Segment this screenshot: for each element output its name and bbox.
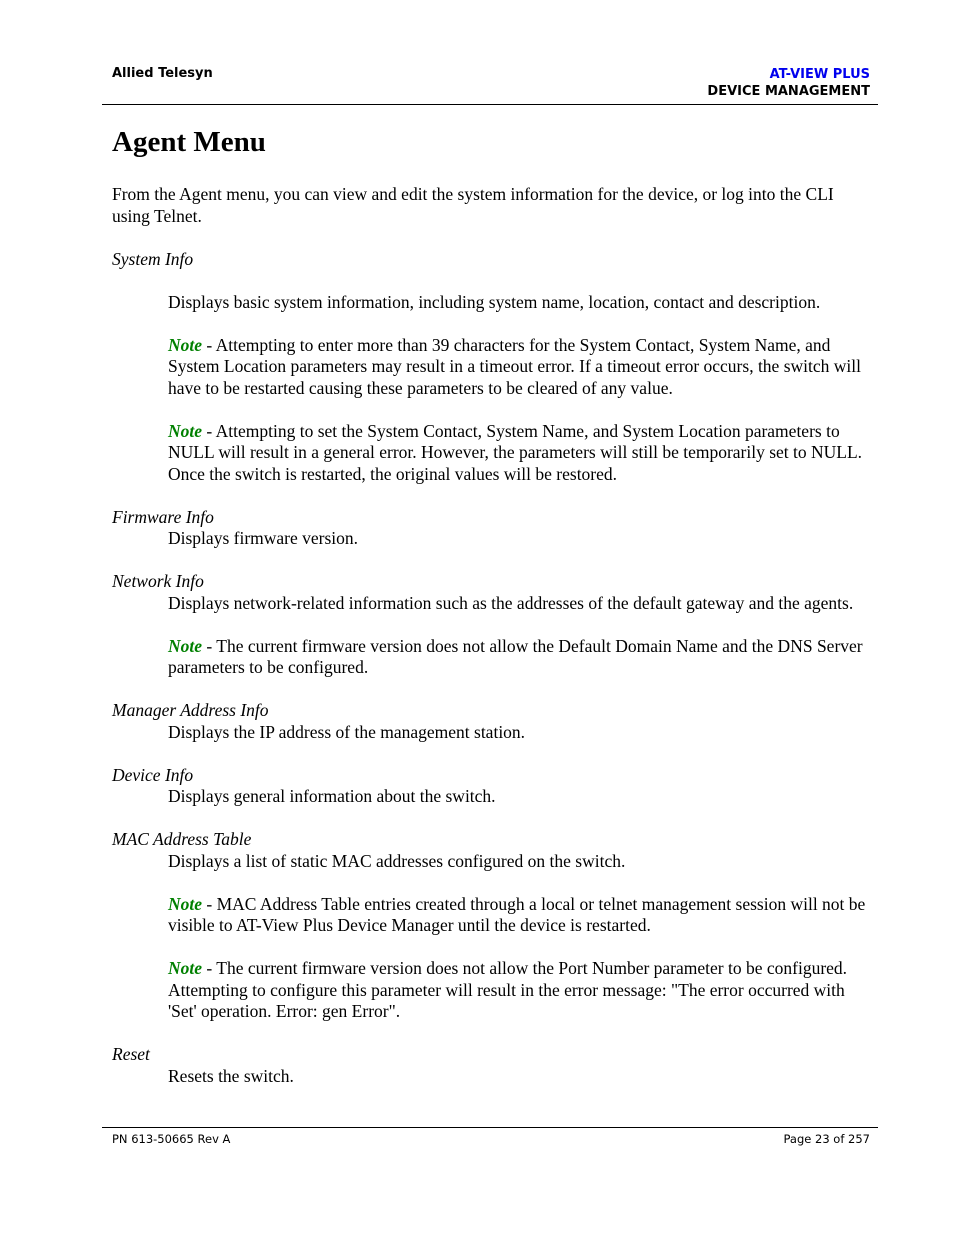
running-header xyxy=(707,66,870,100)
page-number: Page 23 of 257 xyxy=(783,1132,870,1146)
network-info-note-1 xyxy=(168,636,872,679)
system-info-text: Displays basic system information, including system name, location, contact and description. xyxy=(168,291,821,312)
mac-address-table-note-2 xyxy=(168,958,872,1023)
note-text: - Attempting to enter more than 39 characters for the System Contact, System Name, and System Location parameters may result in a timeout error. If a timeout error occurs, the switch will have to be restarted causing these parameters to be cleared of any value. xyxy=(168,334,861,398)
note-text: - The current firmware version does not allow the Port Number parameter to be configured. Attempting to configure this parameter will result in the error message: "The error occurred with 'Set' operation. Error: gen Error". xyxy=(168,958,848,1021)
reset-text: Resets the switch. xyxy=(168,1065,294,1086)
footer-rule xyxy=(102,1127,878,1128)
note-label: Note xyxy=(168,635,203,656)
network-info-text: Displays network-related information such as the addresses of the default gateway and the agents. xyxy=(168,592,854,613)
network-info-heading: Network Info xyxy=(112,571,204,591)
device-info-text: Displays general information about the switch. xyxy=(168,786,496,806)
note-label: Note xyxy=(168,958,203,978)
section-name: DEVICE MANAGEMENT xyxy=(707,84,870,99)
system-info-note-2 xyxy=(168,421,872,486)
note-label: Note xyxy=(168,420,203,441)
header-rule xyxy=(102,104,878,105)
note-text: - MAC Address Table entries created through a local or telnet management session will not be visible to AT-View Plus Device Manager until the device is restarted. xyxy=(168,893,866,935)
firmware-info-text: Displays firmware version. xyxy=(168,528,359,548)
note-text: - Attempting to set the System Contact, System Name, and System Location parameters to NULL will result in a general error. However, the parameters will still be temporarily set to NULL. Once the switch is restarted, the original values will be restored. xyxy=(168,420,863,484)
mac-address-table-note-1 xyxy=(168,894,872,937)
page-title: Agent Menu xyxy=(112,126,266,158)
mac-address-table-heading: MAC Address Table xyxy=(112,829,252,849)
mac-address-table-text: Displays a list of static MAC addresses configured on the switch. xyxy=(168,850,626,871)
system-info-note-1 xyxy=(168,335,872,400)
reset-heading: Reset xyxy=(112,1044,150,1064)
manager-address-info-text: Displays the IP address of the management station. xyxy=(168,721,526,742)
note-label: Note xyxy=(168,334,203,355)
document-body xyxy=(112,184,872,1087)
system-info-heading: System Info xyxy=(112,248,194,269)
note-label: Note xyxy=(168,893,203,914)
part-number: PN 613-50665 Rev A xyxy=(112,1132,231,1146)
device-info-heading: Device Info xyxy=(112,764,194,785)
manager-address-info-heading: Manager Address Info xyxy=(112,700,269,720)
intro-paragraph: From the Agent menu, you can view and edit the system information for the device, or log into the CLI using Telnet. xyxy=(112,184,834,226)
company-name: Allied Telesyn xyxy=(112,66,213,81)
product-name: AT-VIEW PLUS xyxy=(769,67,870,82)
note-text: - The current firmware version does not allow the Default Domain Name and the DNS Server parameters to be configured. xyxy=(168,635,863,677)
firmware-info-heading: Firmware Info xyxy=(112,506,214,527)
